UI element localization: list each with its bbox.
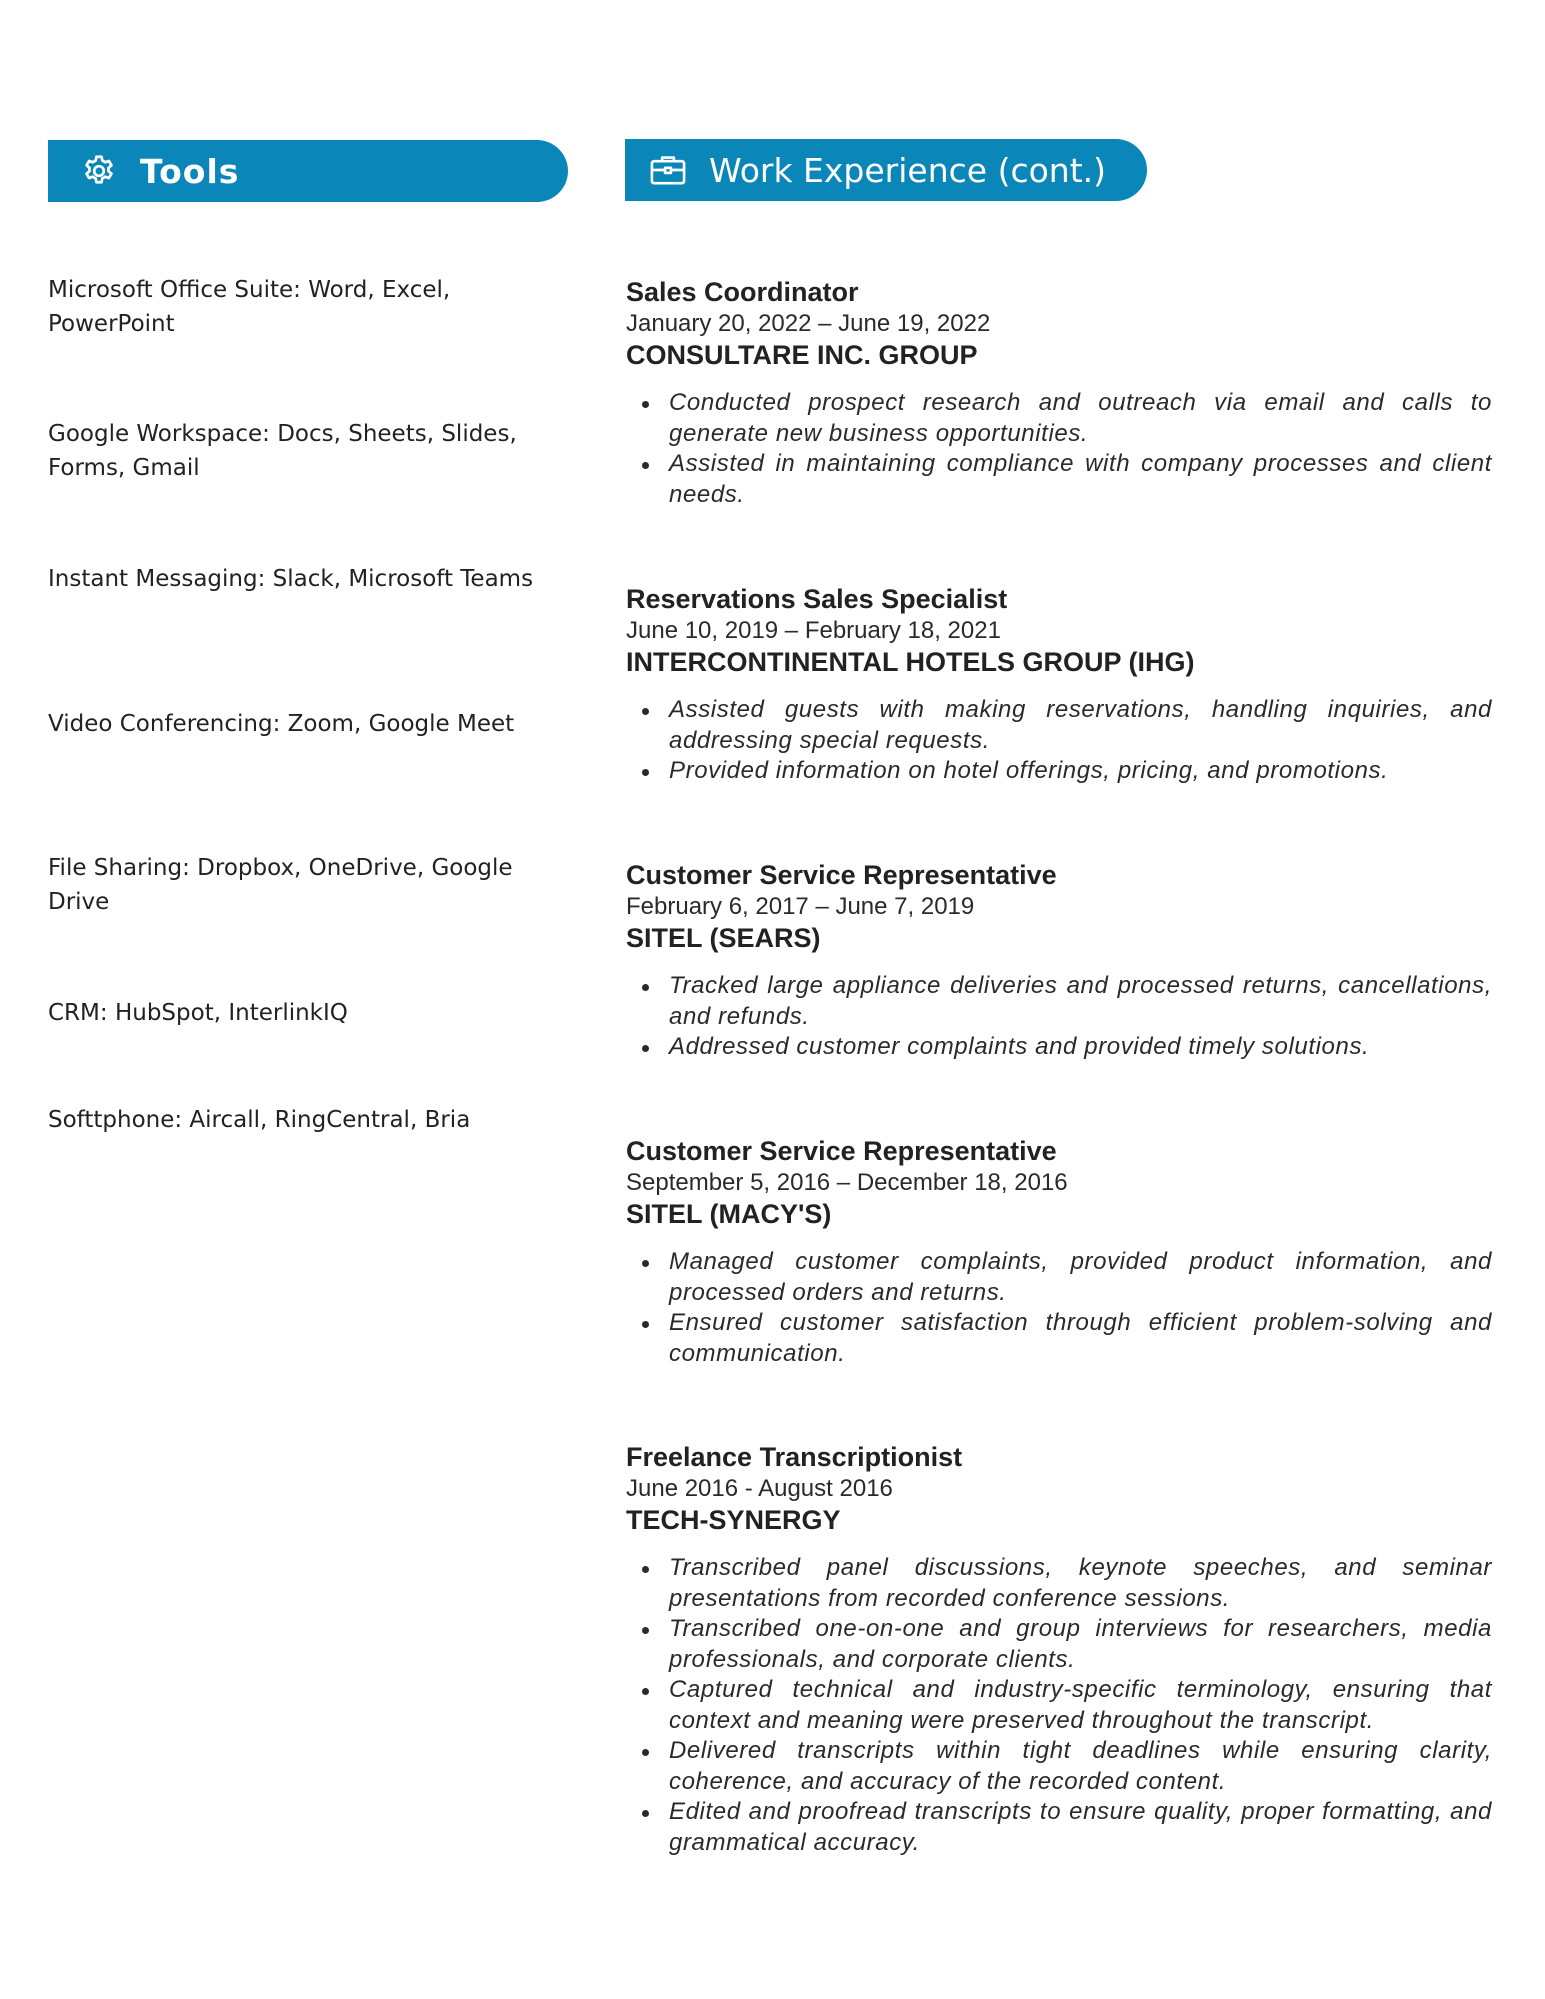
- tools-title: Tools: [140, 151, 240, 191]
- work-experience-section-header: [625, 139, 1147, 201]
- job-bullet: Assisted guests with making reservations, handling inquiries, and addressing special requests.: [669, 695, 1492, 756]
- job-title: Reservations Sales Specialist: [626, 584, 1008, 614]
- job-bullet: Conducted prospect research and outreach via email and calls to generate new business opportunities.: [669, 388, 1492, 449]
- job-company: SITEL (MACY'S): [626, 1199, 832, 1229]
- job-bullet: Transcribed panel discussions, keynote speeches, and seminar presentations from recorded conference sessions.: [669, 1553, 1492, 1614]
- job-bullet: Tracked large appliance deliveries and processed returns, cancellations, and refunds.: [669, 971, 1492, 1032]
- job-company: TECH-SYNERGY: [626, 1505, 841, 1535]
- job-bullet: Provided information on hotel offerings, pricing, and promotions.: [669, 756, 1492, 787]
- job-company: SITEL (SEARS): [626, 923, 821, 953]
- job-title: Customer Service Representative: [626, 860, 1057, 890]
- job-dates: June 2016 - August 2016: [626, 1475, 893, 1502]
- job-bullets: [626, 388, 1492, 510]
- job-bullet: Managed customer complaints, provided product information, and processed orders and returns.: [669, 1247, 1492, 1308]
- tool-item: Softtphone: Aircall, RingCentral, Bria: [48, 1107, 471, 1133]
- work-experience-title: Work Experience (cont.): [709, 150, 1106, 190]
- job-entry: [626, 858, 1492, 1063]
- job-entry: [626, 1440, 1492, 1858]
- tool-item: CRM: HubSpot, InterlinkIQ: [48, 1000, 348, 1026]
- gear-icon: [80, 152, 118, 190]
- job-bullets: [626, 1553, 1492, 1858]
- job-bullets: [626, 695, 1492, 787]
- tool-item: Video Conferencing: Zoom, Google Meet: [48, 711, 515, 737]
- job-bullet: Transcribed one-on-one and group interviews for researchers, media professionals, and corporate clients.: [669, 1614, 1492, 1675]
- tool-item: Instant Messaging: Slack, Microsoft Teams: [48, 566, 534, 592]
- job-dates: January 20, 2022 – June 19, 2022: [626, 310, 991, 337]
- job-title: Sales Coordinator: [626, 277, 859, 307]
- job-company: INTERCONTINENTAL HOTELS GROUP (IHG): [626, 647, 1195, 677]
- job-dates: February 6, 2017 – June 7, 2019: [626, 893, 975, 920]
- job-dates: September 5, 2016 – December 18, 2016: [626, 1169, 1068, 1196]
- job-bullets: [626, 1247, 1492, 1369]
- job-title: Freelance Transcriptionist: [626, 1442, 963, 1472]
- tool-item: Google Workspace: Docs, Sheets, Slides, Forms, Gmail: [48, 421, 517, 481]
- job-bullet: Delivered transcripts within tight deadlines while ensuring clarity, coherence, and accuracy of the recorded content.: [669, 1736, 1492, 1797]
- job-bullet: Addressed customer complaints and provided timely solutions.: [669, 1032, 1492, 1063]
- job-entry: [626, 582, 1492, 787]
- tools-section-header: [48, 140, 568, 202]
- tool-item: File Sharing: Dropbox, OneDrive, Google Drive: [48, 855, 513, 915]
- job-bullet: Edited and proofread transcripts to ensure quality, proper formatting, and grammatical accuracy.: [669, 1797, 1492, 1858]
- job-bullet: Ensured customer satisfaction through efficient problem-solving and communication.: [669, 1308, 1492, 1369]
- tool-item: Microsoft Office Suite: Word, Excel, PowerPoint: [48, 277, 451, 337]
- job-bullets: [626, 971, 1492, 1063]
- job-dates: June 10, 2019 – February 18, 2021: [626, 617, 1001, 644]
- briefcase-icon: [649, 151, 687, 189]
- job-company: CONSULTARE INC. GROUP: [626, 340, 978, 370]
- job-title: Customer Service Representative: [626, 1136, 1057, 1166]
- job-bullet: Captured technical and industry-specific terminology, ensuring that context and meaning were preserved throughout the transcript.: [669, 1675, 1492, 1736]
- job-entry: [626, 1134, 1492, 1369]
- job-bullet: Assisted in maintaining compliance with company processes and client needs.: [669, 449, 1492, 510]
- job-entry: [626, 275, 1492, 510]
